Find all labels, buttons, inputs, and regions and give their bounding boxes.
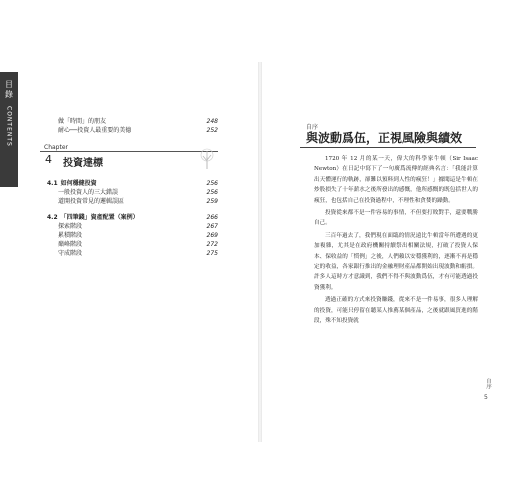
running-head: 自序	[485, 378, 491, 389]
page-number: 5	[484, 394, 488, 401]
side-tab-label-zh: 目錄	[4, 80, 14, 100]
preface-title: 與波動爲伍，正視風險與績效	[306, 131, 463, 145]
toc-entry[interactable]	[58, 118, 218, 126]
body-paragraph: 投資從來都不是一件容易的事情，不但要打敗對手，還要戰勝自己。	[314, 210, 478, 227]
preface-label: 自序	[306, 124, 319, 131]
section-number: 4.2	[47, 214, 58, 221]
chapter-number: 4	[45, 153, 52, 166]
section-title: 「四筆錢」資產配置（案例）	[60, 214, 139, 221]
toc-subentry[interactable]	[58, 198, 218, 206]
toc-subentry-title: 探索階段	[58, 223, 83, 230]
section-page: 256	[206, 180, 218, 187]
toc-subentry-page: 269	[206, 232, 218, 239]
section-title: 如何穩健投資	[60, 180, 97, 187]
toc-entry-page: 252	[206, 127, 218, 134]
toc-subentry-title: 一般投資人的三大錯誤	[58, 189, 119, 196]
title-divider	[300, 147, 476, 148]
toc-section-heading[interactable]	[47, 214, 218, 222]
tree-icon	[198, 148, 216, 170]
chapter-label: Chapter	[44, 144, 68, 151]
toc-subentry-title: 巔峰階段	[58, 241, 83, 248]
toc-entry-title: 耐心──投資人最重要的美德	[58, 127, 132, 134]
toc-subentry[interactable]	[58, 189, 218, 197]
toc-subentry[interactable]	[58, 232, 218, 240]
toc-entry[interactable]	[58, 127, 218, 135]
toc-section-heading[interactable]	[47, 180, 218, 188]
toc-subentry-title: 道開投資常見的邏輯誤區	[58, 198, 125, 205]
side-tab-label-en: CONTENTS	[5, 106, 13, 147]
chapter-title: 投資達標	[63, 158, 103, 169]
section-page: 266	[206, 214, 218, 221]
toc-entry-page: 248	[206, 118, 218, 125]
body-paragraph: 1720 年 12 月的某一天，偉大的科學家牛頓（Sir Isaac Newton）在日記中寫下了一句廣爲流傳的經典名言：「我能計算出天體運行的軌跡，卻難以預料到人性的瘋狂！」據聞這是牛頓在炒股損失了十年薪水之後所發出的感慨，他所感慨的既包括世人的瘋狂，也包括自己在投資過程中，不理性和貪婪的躁動。	[314, 156, 478, 204]
body-paragraph: 透過正確的方式來投資賺錢，從來不是一件易事，很多人理解的投資，可能只停留在聽某人推薦某個產品，之後就跟風買進的階段，殊不知投資就	[314, 297, 478, 325]
toc-subentry-page: 259	[206, 198, 218, 205]
section-number: 4.1	[47, 180, 58, 187]
toc-subentry-page: 256	[206, 189, 218, 196]
toc-subentry[interactable]	[58, 250, 218, 258]
toc-subentry-page: 272	[206, 241, 218, 248]
toc-entry-title: 做「時間」的朋友	[58, 118, 107, 125]
chapter-divider	[40, 151, 218, 152]
preface-body	[314, 154, 478, 329]
toc-subentry-title: 累積階段	[58, 232, 83, 239]
toc-subentry-title: 守成階段	[58, 250, 83, 257]
toc-subentry-page: 275	[206, 250, 218, 257]
toc-subentry[interactable]	[58, 241, 218, 249]
contents-side-tab	[0, 72, 18, 187]
body-paragraph: 三百年過去了，我們現在面臨的情況遠比牛頓當年所遭遇的更加複雜，尤其是在政府機關持續祭出相關法規，打破了投資人保本、保收益的「慣例」之後，人們賴以安穩獲利的，逐漸不再是穩定的收益，各家銀行推出的金融理財產品都開始出現波動和虧損。許多人這時方才意識到，我們不得不與波動爲伍，才有可能透過投資獲利。	[314, 232, 478, 291]
toc-subentry[interactable]	[58, 223, 218, 231]
toc-subentry-page: 267	[206, 223, 218, 230]
